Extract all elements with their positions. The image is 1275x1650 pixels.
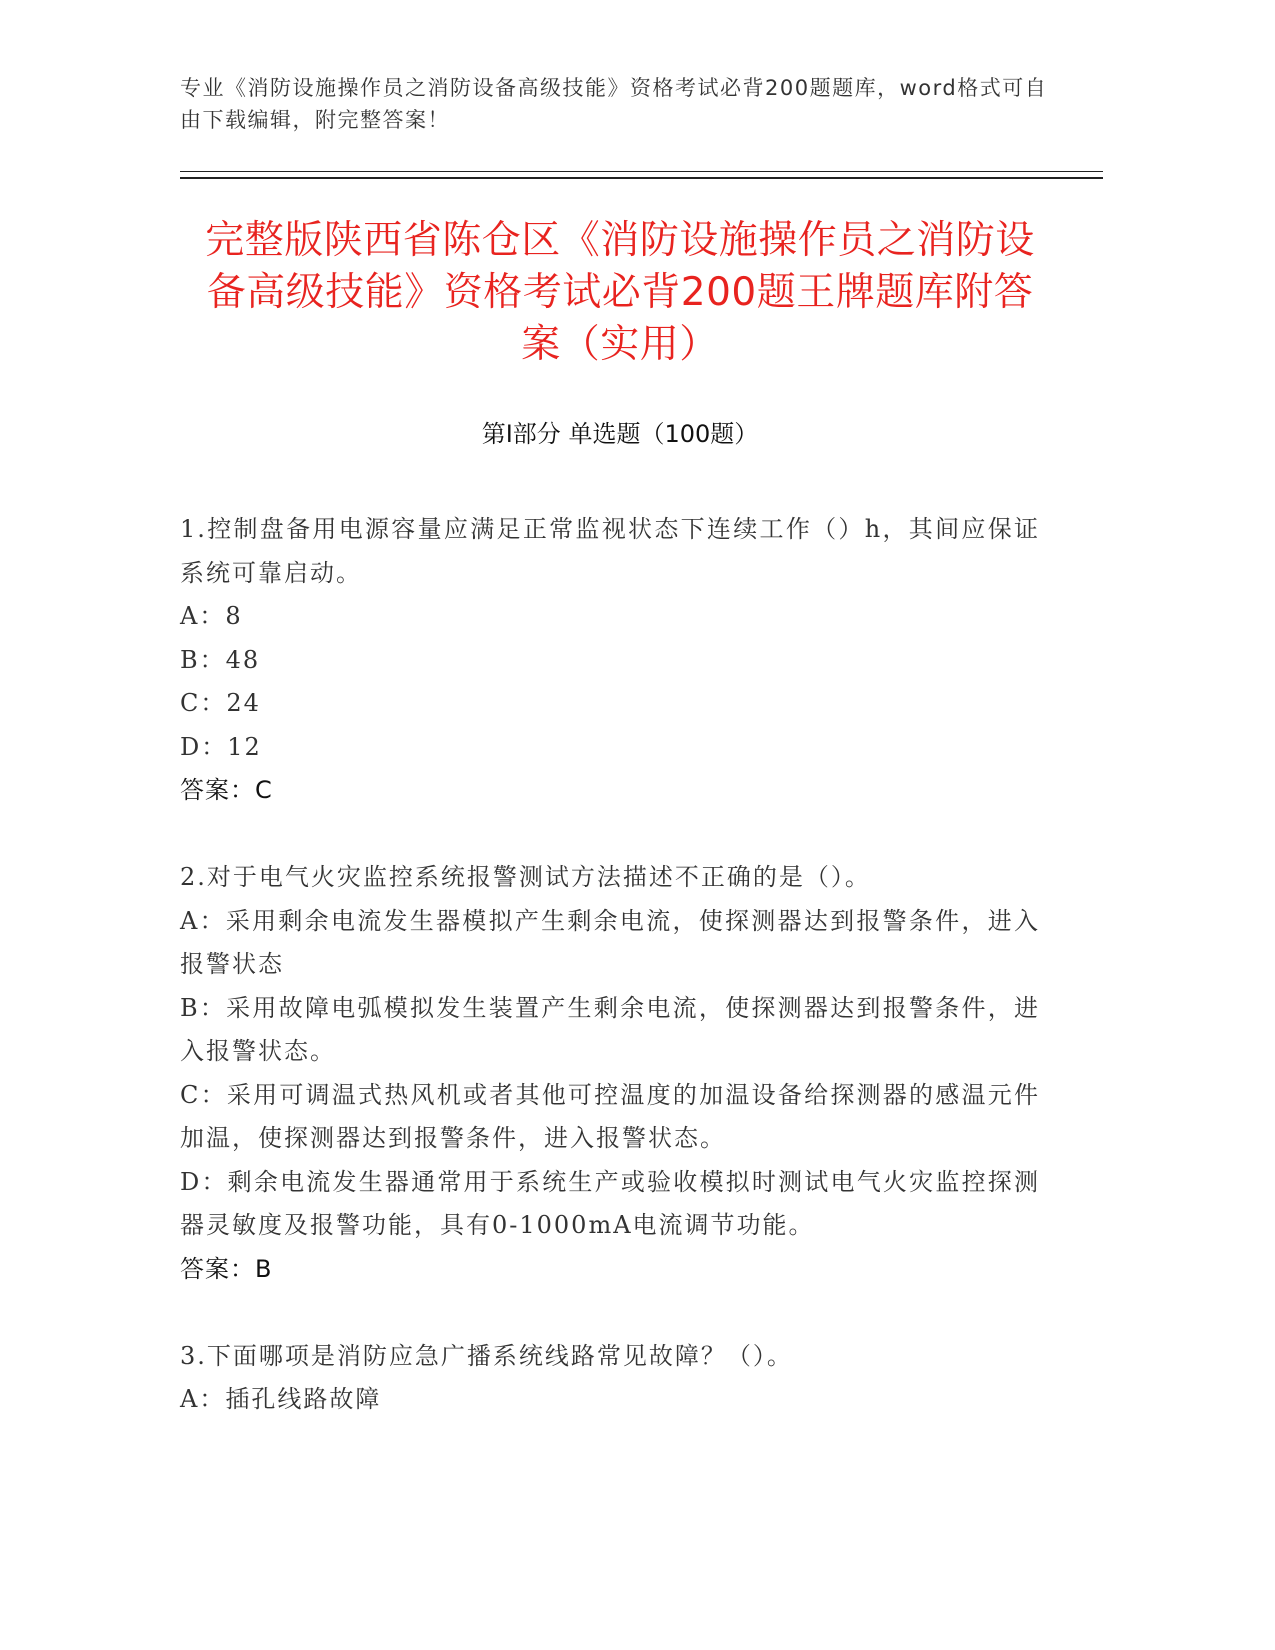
header-divider-thick (180, 177, 1103, 179)
option-a: A：8 (180, 602, 243, 630)
question-stem: 3.下面哪项是消防应急广播系统线路常见故障？（）。 (180, 1341, 793, 1370)
answer: 答案：C (180, 776, 273, 804)
option-b: B：采用故障电弧模拟发生装置产生剩余电流，使探测器达到报警条件，进入报警状态。 (180, 993, 1040, 1065)
option-c: C：24 (180, 689, 261, 717)
answer: 答案：B (180, 1254, 273, 1283)
option-a: A：采用剩余电流发生器模拟产生剩余电流，使探测器达到报警条件，进入报警状态 (180, 906, 1040, 978)
question-3 (180, 1335, 1040, 1422)
section-title: 第Ⅰ部分 单选题（100题） (481, 420, 759, 448)
header-note: 专业《消防设施操作员之消防设备高级技能》资格考试必背200题题库，word格式可自由下载编辑，附完整答案！ (180, 76, 1048, 132)
option-d: D：12 (180, 732, 262, 761)
header-divider (180, 171, 1103, 172)
option-a: A：插孔线路故障 (180, 1385, 382, 1413)
question-1 (180, 508, 1040, 813)
document-title: 完整版陕西省陈仓区《消防设施操作员之消防设备高级技能》资格考试必背200题王牌题库附答案（实用） (205, 218, 1035, 367)
option-b: B：48 (180, 645, 261, 674)
question-list (180, 508, 1040, 1422)
question-2 (180, 856, 1040, 1291)
question-stem: 2.对于电气火灾监控系统报警测试方法描述不正确的是（）。 (180, 863, 871, 891)
option-c: C：采用可调温式热风机或者其他可控温度的加温设备给探测器的感温元件加温，使探测器达到报警条件，进入报警状态。 (180, 1080, 1040, 1152)
question-stem: 1.控制盘备用电源容量应满足正常监视状态下连续工作（）h，其间应保证系统可靠启动。 (180, 515, 1040, 587)
option-d: D：剩余电流发生器通常用于系统生产或验收模拟时测试电气火灾监控探测器灵敏度及报警功能，具有0-1000mA电流调节功能。 (180, 1167, 1040, 1239)
